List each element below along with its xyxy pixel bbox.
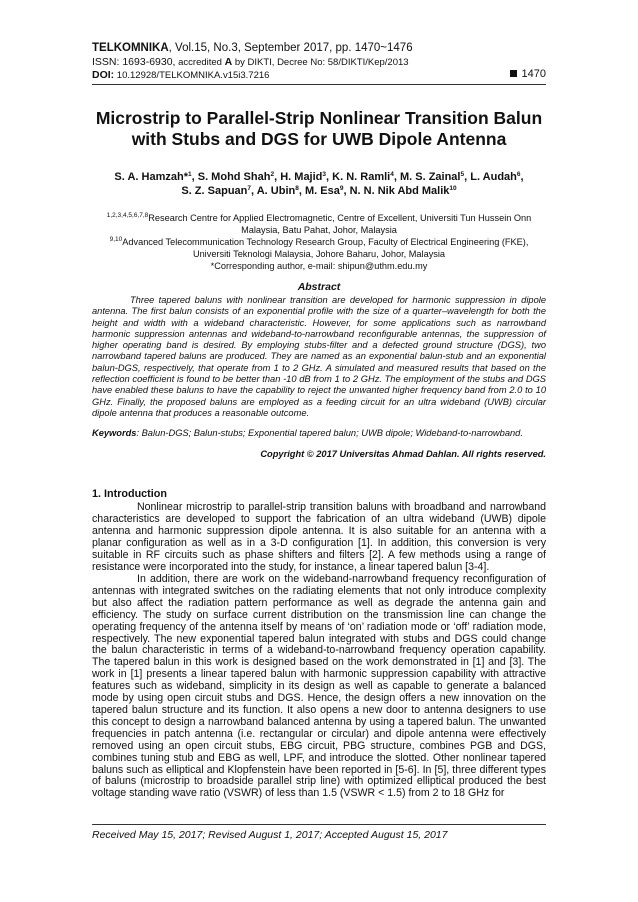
author-sup: 5 [460, 171, 465, 178]
author-sup: 4 [390, 171, 394, 178]
affiliation-2 [70, 236, 568, 248]
page-number [510, 68, 546, 80]
author-sup: 1 [187, 171, 192, 178]
square-bullet-icon [510, 70, 517, 77]
author-line-1: S. A. Hamzah*$^1$, S. Mohd Shah$^2$, H. Majid$^3$, K. N. Ramli$^4$, M. S. Zainal$^5$, L. Audah$^6$, [114, 171, 524, 183]
keywords-text: : Balun-DGS; Balun-stubs; Exponential tapered balun; UWB dipole; Wideband-to-narrowband. [136, 428, 523, 438]
author-line-2: S. Z. Sapuan$^7$, A. Ubin$^8$, M. Esa$^9$, N. N. Nik Abd Malik$^{10}$ [181, 185, 457, 197]
journal-name: TELKOMNIKA [92, 42, 169, 54]
author-name: S. Z. Sapuan [181, 185, 248, 197]
author-name: H. Majid [280, 171, 323, 183]
corresponding-author: *Corresponding author, e-mail: shipun@uthm.edu.my [210, 261, 428, 271]
author-name: M. Esa [304, 185, 340, 197]
header-rule [92, 84, 546, 85]
affiliation-2-line-2: Universiti Teknologi Malaysia, Johore Baharu, Johor, Malaysia [192, 249, 446, 259]
journal-header [92, 42, 413, 55]
author-sup: 7 [247, 185, 251, 192]
page-number-value: 1470 [521, 68, 546, 80]
keywords [92, 428, 546, 438]
issn-line [92, 56, 409, 69]
issn: ISSN: 1693-6930, [92, 56, 176, 68]
affiliation-1-line-2: Malaysia, Batu Pahat, Johor, Malaysia [241, 225, 397, 235]
accredited-text: accredited [175, 57, 225, 68]
paper-title [60, 108, 578, 150]
footer-rule [92, 824, 546, 825]
author-sup: 10 [449, 185, 457, 192]
author-name: S. Mohd Shah [197, 171, 271, 183]
intro-paragraph-2: In addition, there are work on the wideband-narrowband frequency reconfiguration of antennas with integrated switches on the radiating elements that not only introduce complexity but also affect the radiation pattern performance as well as degrade the antenna gain and efficiency. The study on surface current distribution on the transmission line can change the operating frequency of the antenna itself by means of ‘on’ radiation mode or ‘off’ radiation mode, respectively. The new exponential tapered balun integrated with stubs and DGS could change the balun characteristic in terms of a wideband-to-narrowband frequency operation capability. The tapered balun in this work is designed based on the work demonstrated in [1] and [3]. The work in [1] presents a linear tapered balun with harmonic suppression capability with attractive features such as wideband, simplicity in its design as well as capable to generate a balanced mode by using open circuit stubs and DGS. Hence, the design offers a new innovation on the tapered balun structure and its function. It also opens a new door to antenna designers to use this concept to design a narrowband balanced antenna by using a tapered balun. The unwanted frequencies in patch antenna (i.e. rectangular or circular) and dipole antenna were effectively removed using an open circuit stubs, EBG circuit, PBG structure, combines PGB and DGS, combines tuning stub and EBG as well, LPF, and introduce the slotted. Other nonlinear tapered baluns such as elliptical and Klopfenstein have been reported in [5-6]. In [5], three different types of baluns (microstrip to broadside parallel strip line) with optimized elliptical produced the best voltage standing wave ratio (VSWR) of less than 1.5 (VSWR < 1.5) from 2 to 18 GHz for [92, 573, 546, 800]
section-heading: 1. Introduction [92, 488, 167, 500]
accreditation-grade: A [224, 56, 233, 68]
affiliation-sup: 9,10 [109, 236, 123, 243]
affiliation-sup: 1,2,3,4,5,6,7,8 [106, 212, 149, 219]
author-list [70, 170, 568, 198]
abstract-heading: Abstract [297, 281, 341, 293]
author-sup: 8 [295, 185, 299, 192]
author-sup: 3 [322, 171, 327, 178]
affiliation-text: Research Centre for Applied Electromagnetic, Centre of Excellent, Universiti Tun Hussein Onn [148, 213, 532, 223]
author-sup: 9 [339, 185, 344, 192]
doi-label: DOI: [92, 69, 115, 81]
journal-volume: , Vol.15, No.3, September 2017, pp. 1470~1476 [168, 42, 413, 54]
author-sup: 2 [270, 171, 275, 178]
affiliation-text: Advanced Telecommunication Technology Research Group, Faculty of Electrical Engineering (FKE), [122, 237, 529, 247]
title-line-2: with Stubs and DGS for UWB Dipole Antenna [131, 129, 507, 149]
received-dates: Received May 15, 2017; Revised August 1, 2017; Accepted August 15, 2017 [92, 829, 448, 841]
decree-text: by DIKTI, Decree No: 58/DIKTI/Kep/2013 [232, 57, 409, 68]
title-line-1: Microstrip to Parallel-Strip Nonlinear Transition Balun [95, 108, 543, 128]
author-name: S. A. Hamzah* [114, 171, 188, 183]
intro-paragraph-1: Nonlinear microstrip to parallel-strip transition baluns with broadband and narrowband characteristics are developed to support the fabrication of an ultra wideband (UWB) dipole antenna and harmonic suppression dipole antenna. It is also suitable for an antenna with a planar configuration as well as in a 3-D configuration [1]. In addition, this conversion is very suitable in RF circuits such as phase shifters and filters [2]. A few methods using a range of resistance were incorporated into the study, for instance, a linear tapered balun [3-4]. [92, 501, 546, 573]
author-sup: 6 [516, 171, 521, 178]
copyright-notice: Copyright © 2017 Universitas Ahmad Dahlan. All rights reserved. [260, 449, 546, 459]
keywords-label: Keywords [92, 428, 137, 438]
author-name: A. Ubin [256, 185, 296, 197]
author-name: M. S. Zainal [399, 171, 461, 183]
doi-value[interactable]: 10.12928/TELKOMNIKA.v15i3.7216 [114, 70, 270, 81]
doi-line [92, 69, 269, 82]
affiliations [70, 212, 568, 272]
author-name: K. N. Ramli [332, 171, 391, 183]
author-name: N. N. Nik Abd Malik [349, 185, 450, 197]
author-name: L. Audah [470, 171, 517, 183]
affiliation-1 [70, 212, 568, 224]
abstract-text: Three tapered baluns with nonlinear transition are developed for harmonic suppression in dipole antenna. The first balun consists of an exponential profile with the size of a quarter–wavelength for both the height and width with a wideband characteristic. However, for some applications such as narrowband harmonic suppression antennas and wideband-to-narrowband reconfigurable antennas, the suppression of higher operating band is desired. By employing stubs-filter and a defected ground structure (DGS), two narrowband tapered baluns are produced. They are named as an exponential balun-stub and an exponential balun-DGS, respectively, that operate from 1 to 2 GHz. A simulated and measured results that based on the reflection coefficient is found to be better than -10 dB from 1 to 2 GHz. The employment of the stubs and DGS have enabled these baluns to have the capability to reject the unwanted higher frequency band from 2.0 to 10 GHz. Finally, the proposed baluns are employed as a feeding circuit for an ultra wideband (UWB) circular dipole antenna that produces a reasonable outcome. [92, 295, 546, 418]
